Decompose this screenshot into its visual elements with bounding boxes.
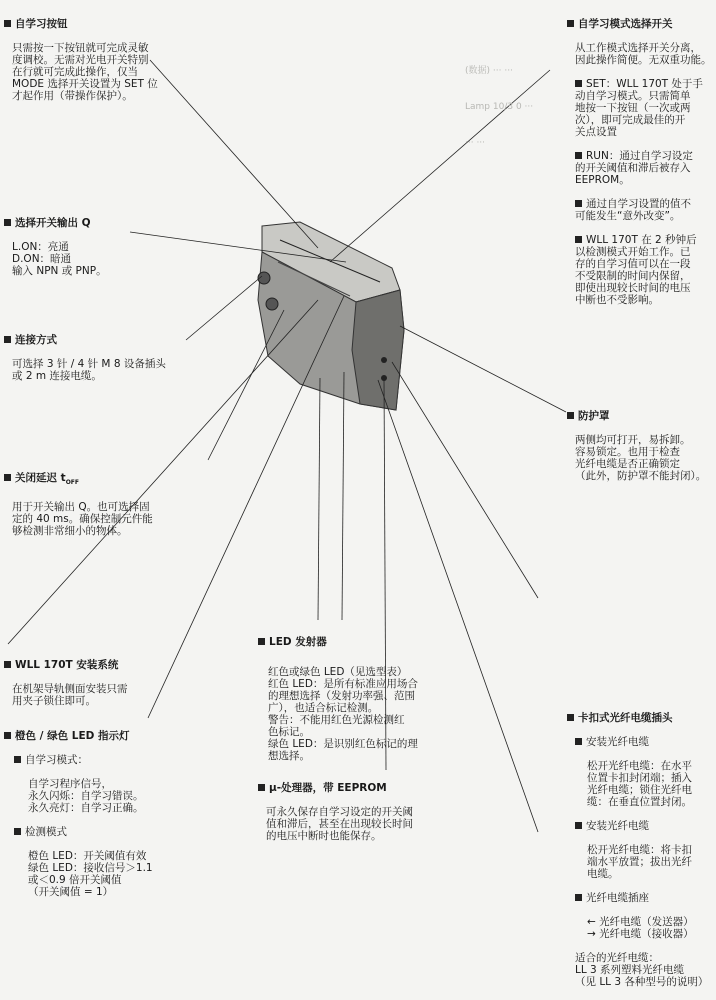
list-item-body: RUN：通过自学习设定 的开关阈值和滞后被存入 EEPROM。 — [575, 150, 693, 186]
annotation-title: μ-处理器，带 EEPROM — [269, 782, 387, 794]
annotation-off-delay — [4, 460, 194, 549]
bullet-square-icon — [575, 822, 582, 829]
leader-led-emitter-2 — [342, 372, 344, 620]
list-item-label: 检测模式 — [25, 826, 67, 838]
annotation-led-indicator — [4, 718, 194, 910]
annotation-led-emitter — [258, 624, 448, 774]
annotation-switch-output — [4, 205, 154, 289]
bullet-square-icon — [575, 738, 582, 745]
list-item-body: 松开光纤电缆：将卡扣 端水平放置；拔出光纤 电缆。 — [587, 844, 692, 880]
leader-fiber-connector — [392, 362, 538, 598]
bullet-square-icon — [4, 20, 11, 27]
annotation-body: 从工作模式选择开关分离， 因此操作简便。无双重功能。 — [575, 42, 712, 66]
annotation-body: 只需按一下按钮就可完成灵敏 度调校。无需对光电开关特别 在行就可完成此操作，仅当 MODE 选择开关设置为 SET 位 才起作用（带操作保护）。 — [12, 42, 158, 102]
bullet-square-icon — [258, 784, 265, 791]
list-item-body: 自学习程序信号， 永久闪烁：自学习错误。 永久亮灯：自学习正确。 — [28, 778, 144, 814]
annotation-mounting — [4, 647, 174, 719]
bullet-square-icon — [575, 894, 582, 901]
bullet-square-icon — [4, 661, 11, 668]
annotation-body: 两侧均可打开，易拆卸。 容易锁定。也用于检查 光纤电缆是否正确锁定 （此外，防护罩不能封闭）。 — [575, 434, 707, 482]
leader-off-delay — [208, 310, 284, 460]
annotation-title: WLL 170T 安装系统 — [15, 659, 119, 671]
list-item-label: 安装光纤电缆 — [586, 736, 649, 748]
annotation-title: 自学习模式选择开关 — [578, 18, 673, 30]
leader-protective-cover — [400, 326, 566, 412]
bullet-square-icon — [4, 732, 11, 739]
bullet-square-icon — [575, 152, 582, 159]
bullet-square-icon — [4, 336, 11, 343]
bullet-square-icon — [4, 474, 11, 481]
annotation-body: 红色或绿色 LED（见选型表） 红色 LED：是所有标准应用场合 的理想选择（发射功率强、范围 广），也适合标记检测。 警告：不能用红色光源检测红 色标记。 绿色 LED：是识别红色标记的理 想选择。 — [268, 666, 418, 762]
list-item-body: 通过自学习设置的值不 可能发生“意外改变”。 — [575, 198, 691, 222]
list-item-label: 自学习模式： — [25, 754, 88, 766]
annotation-self-learn-button — [4, 6, 184, 114]
annotation-fiber-connector — [567, 700, 713, 1000]
annotation-title: 关闭延迟 t — [15, 472, 66, 484]
annotation-title-subscript: OFF — [65, 479, 79, 487]
annotation-body: 可选择 3 针 / 4 针 M 8 设备插头 或 2 m 连接电缆。 — [12, 358, 166, 382]
faded-line: Lamp 10/3 0 ··· — [465, 102, 534, 112]
list-item-body: ← 光纤电缆（发送器） → 光纤电缆（接收器） — [587, 916, 694, 940]
annotation-body: 用于开关输出 Q。也可选择固 定的 40 ms。确保控制元件能 够检测非常细小的物体。 — [12, 501, 153, 538]
list-item-body: SET：WLL 170T 处于手 动自学习模式。只需简单 地按一下按钮（一次或两 次），即可完成最佳的开 关点设置 — [575, 78, 703, 138]
annotation-title: 卡扣式光纤电缆插头 — [578, 712, 673, 724]
annotation-title: 连接方式 — [15, 334, 57, 346]
leader-led-emitter — [318, 378, 320, 620]
annotation-title: 防护罩 — [578, 410, 610, 422]
leader-connection — [186, 276, 262, 340]
sensor-device-illustration — [258, 222, 404, 410]
annotation-body: 在机架导轨侧面安装只需 用夹子锁住即可。 — [12, 683, 128, 707]
bullet-square-icon — [14, 828, 21, 835]
faded-line: ··· ··· — [465, 138, 486, 148]
bullet-square-icon — [4, 219, 11, 226]
list-item-body: WLL 170T 在 2 秒钟后 以检测模式开始工作。已 存的自学习值可以在一段 不受限制的时间内保留， 即使出现较长时间的电压 中断也不受影响。 — [575, 234, 697, 306]
list-item-label: 光纤电缆插座 — [586, 892, 649, 904]
bullet-square-icon — [575, 200, 582, 207]
annotation-title: LED 发射器 — [269, 636, 327, 648]
bullet-square-icon — [258, 638, 265, 645]
annotation-body: 可永久保存自学习设定的开关阈 值和滞后，甚至在出现较长时间 的电压中断时也能保存。 — [266, 806, 413, 842]
annotation-footer: 适合的光纤电缆： LL 3 系列塑料光纤电缆 （见 LL 3 各种型号的说明） — [575, 952, 709, 988]
annotation-protective-cover — [567, 398, 713, 494]
bullet-square-icon — [567, 714, 574, 721]
bullet-square-icon — [14, 756, 21, 763]
annotation-title: 橙色 / 绿色 LED 指示灯 — [15, 730, 130, 742]
annotation-title: 自学习按钮 — [15, 18, 68, 30]
annotation-microprocessor — [258, 770, 448, 854]
bullet-square-icon — [575, 80, 582, 87]
bullet-square-icon — [567, 412, 574, 419]
list-item-label: 安装光纤电缆 — [586, 820, 649, 832]
annotation-mode-switch — [567, 6, 713, 318]
list-item-body: 松开光纤电缆：在水平 位置卡扣封闭端；插入 光纤电缆；锁住光纤电 缆：在垂直位置封闭。 — [587, 760, 692, 808]
bullet-square-icon — [567, 20, 574, 27]
bullet-square-icon — [575, 236, 582, 243]
annotation-body: L.ON：亮通 D.ON：暗通 输入 NPN 或 PNP。 — [12, 241, 107, 277]
annotation-title: 选择开关输出 Q — [15, 217, 91, 229]
faded-line: (数据) ··· ··· — [465, 66, 513, 76]
list-item-body: 橙色 LED：开关阈值有效 绿色 LED：接收信号＞1.1 或＜0.9 倍开关阈值 （开关阈值 = 1） — [28, 850, 153, 898]
faded-background-text — [465, 44, 533, 170]
annotation-connection — [4, 322, 184, 394]
